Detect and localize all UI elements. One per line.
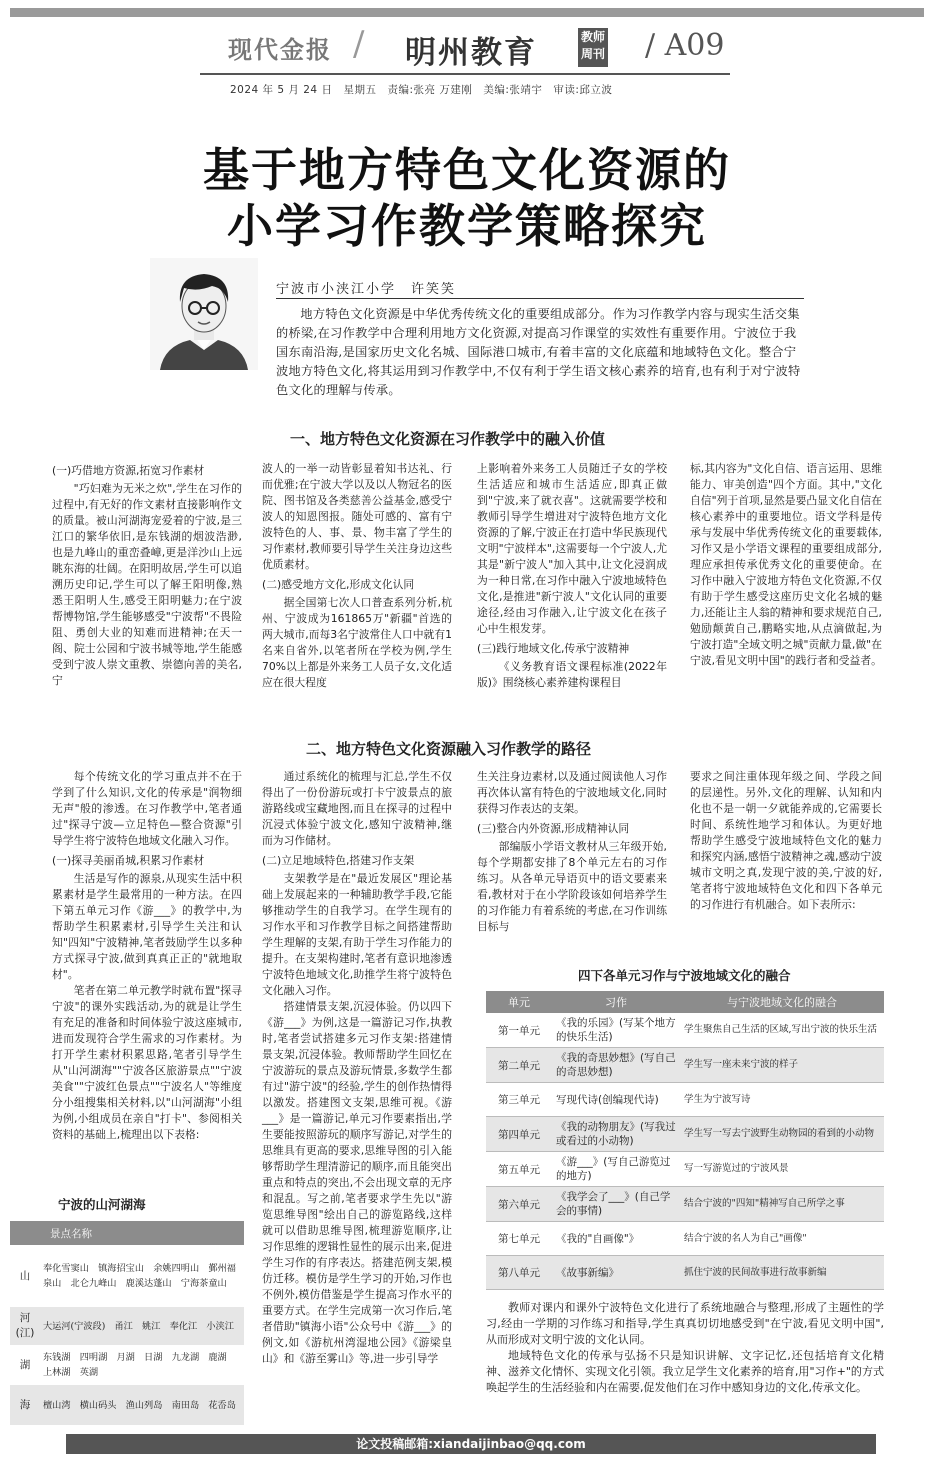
s2-column-2 bbox=[262, 769, 452, 1367]
s2-paragraph: 笔者在第二单元教学时就布置"探寻宁波"的课外实践活动,为的就是让学生有充足的准备和时间体验宁波这座城市,进而发现符合学生需求的习作素材。为打开学生素材积累思路,笔者引导学生从"山河湖海""宁波各区旅游景点""宁波美食""宁波红色景点""宁波名人"等维度分小组搜集相关材料,以"山河湖海"小组为例,小组成员在亲自"打卡"、参阅相关资料的基础上,梳理出以下表格: bbox=[52, 984, 242, 1141]
fusion-cell: 学生为宁波写诗 bbox=[680, 1083, 884, 1117]
table-row bbox=[486, 1013, 884, 1048]
s2-paragraph: 生关注身边素材,以及通过阅读他人习作再次体认富有特色的宁波地域文化,同时获得习作表达的支架。 bbox=[477, 770, 667, 815]
s2-subhead-3: (三)整合内外资源,形成精神认同 bbox=[477, 822, 630, 835]
s2-column-3 bbox=[477, 769, 667, 935]
s2-column-4 bbox=[690, 769, 882, 913]
paper-name: 现代金报 bbox=[228, 35, 332, 64]
closing-paragraph: 教师对课内和课外宁波特色文化进行了系统地融合与整理,形成了主题性的学习,经由一学期的习作练习和指导,学生真真切切地感受到"在宁波,看见文明中国",从而形成对文明宁波的文化认同。 bbox=[486, 1301, 884, 1346]
fusion-cell: 结合宁波的名人为自己"画像" bbox=[680, 1222, 884, 1256]
writing-cell: 《游___》(写自己游览过的地方) bbox=[552, 1152, 680, 1187]
section1-title: 一、地方特色文化资源在习作教学中的融入价值 bbox=[290, 430, 606, 448]
byline-rule bbox=[276, 298, 804, 299]
fusion-cell: 学生聚焦自己生活的区域,写出宁波的快乐生活 bbox=[680, 1013, 884, 1048]
closing-paragraph: 地域特色文化的传承与弘扬不只是知识讲解、文字记忆,还包括培育文化精神、滋养文化情怀、实现文化引领。我立足学生文化素养的培育,用"习作+"的方式唤起学生的生活经验和内在需要,促发他们在习作中感知身边的文化,传承文化。 bbox=[486, 1349, 884, 1394]
abstract: 地方特色文化资源是中华优秀传统文化的重要组成部分。作为习作教学内容与现实生活交集的桥梁,在习作教学中合理利用地方文化资源,对提高习作课堂的实效性有重要作用。宁波位于我国东南沿海,是国家历史文化名城、国际港口城市,有着丰富的文化底蕴和地域特色文化。整合宁波地方特色文化,将其运用到习作教学中,不仅有利于学生语文核心素养的培育,也有利于对宁波特色文化的理解与传承。 bbox=[276, 307, 801, 397]
table-row bbox=[10, 1245, 244, 1307]
table-row bbox=[486, 1222, 884, 1256]
article-title-line2: 小学习作教学策略探究 bbox=[227, 199, 707, 253]
unit-cell: 第五单元 bbox=[486, 1152, 552, 1187]
writing-cell: 《我的"自画像"》 bbox=[552, 1222, 680, 1256]
places-cell: 奉化雪窦山 镇海招宝山 余姚四明山 鄞州福泉山 北仑九峰山 鹿溪达蓬山 宁海茶童山 bbox=[43, 1263, 236, 1289]
unit-cell: 第二单元 bbox=[486, 1048, 552, 1083]
table-row bbox=[486, 1117, 884, 1152]
category-cell: 海 bbox=[10, 1385, 40, 1425]
submission-email-bar: 论文投稿邮箱:xiandaijinbao@qq.com bbox=[66, 1434, 876, 1454]
category-cell: 河(江) bbox=[10, 1307, 40, 1345]
s2-column-1 bbox=[52, 769, 242, 1143]
s1-paragraph: 据全国第七次人口普查系列分析,杭州、宁波成为161865万"新疆"首选的两大城市,而每3名宁波常住人口中就有1名来自省外,以笔者所在学校为例,学生70%以上都是外来务工人员子女,文化适应在很大程度 bbox=[262, 596, 452, 689]
article-title-line1: 基于地方特色文化资源的 bbox=[203, 143, 731, 197]
top-bar bbox=[10, 8, 924, 17]
s1-column-3 bbox=[477, 461, 667, 691]
table-row bbox=[10, 1385, 244, 1425]
s1-subhead-2: (二)感受地方文化,形成文化认同 bbox=[262, 578, 415, 591]
closing-text bbox=[486, 1300, 884, 1396]
section2-title: 二、地方特色文化资源融入习作教学的路径 bbox=[306, 740, 592, 758]
unit-table-header: 与宁波地域文化的融合 bbox=[680, 991, 884, 1013]
unit-cell: 第八单元 bbox=[486, 1256, 552, 1290]
s1-paragraph: 《义务教育语文课程标准(2022年版)》围绕核心素养建构课程目 bbox=[477, 660, 667, 689]
s2-paragraph: 部编版小学语文教材从三年级开始,每个学期都安排了8个单元左右的习作练习。从各单元导语页中的语文要素来看,教材对于在小学阶段该如何培养学生的习作能力有着系统的考虑,在习作训练目标与 bbox=[477, 840, 667, 933]
fusion-cell: 抓住宁波的民间故事进行故事新编 bbox=[680, 1256, 884, 1290]
author-byline: 宁波市小浃江小学 许笑笑 bbox=[276, 282, 457, 297]
header-rule bbox=[200, 73, 730, 75]
table-row bbox=[486, 1256, 884, 1290]
edition-name: 明州教育 bbox=[405, 35, 537, 71]
s2-paragraph: 支架教学是在"最近发展区"理论基础上发展起来的一种辅助教学手段,它能够推动学生的自我学习。在学生现有的习作水平和习作教学目标之间搭建帮助学生理解的支架,有助于学生习作能力的提升。在支架构建时,笔者有意识地渗透宁波特色地域文化,助推学生将宁波特色文化融入习作。 bbox=[262, 872, 452, 997]
table-row bbox=[10, 1345, 244, 1385]
author-portrait bbox=[150, 258, 258, 370]
writing-cell: 《我的乐园》(写某个地方的快乐生活) bbox=[552, 1013, 680, 1048]
unit-table-title: 四下各单元习作与宁波地域文化的融合 bbox=[578, 968, 791, 983]
fusion-cell: 学生写一写去宁波野生动物园的看到的小动物 bbox=[680, 1117, 884, 1152]
writing-cell: 《我的奇思妙想》(写自己的奇思妙想) bbox=[552, 1048, 680, 1083]
unit-cell: 第一单元 bbox=[486, 1013, 552, 1048]
s2-subhead-2: (二)立足地域特色,搭建习作支架 bbox=[262, 854, 415, 867]
page-number: / A09 bbox=[645, 28, 725, 63]
unit-cell: 第七单元 bbox=[486, 1222, 552, 1256]
s2-paragraph: 要求之间注重体现年级之间、学段之间的层递性。另外,文化的理解、认知和内化也不是一朝一夕就能养成的,它需要长时间、系统性地学习和体认。为更好地帮助学生感受宁波地域特色文化的魅力和探究内涵,感悟宁波精神之魂,感动宁波城市文明之真,发现宁波的美,宁波的好,笔者将宁波地域特色文化和四下各单元的习作进行有机融合。如下表所示: bbox=[690, 770, 882, 911]
places-cell: 大运河(宁波段) 甬江 姚江 奉化江 小浃江 bbox=[40, 1307, 244, 1345]
places-cell: 东钱湖 四明湖 月湖 日湖 九龙湖 鹿湖 上林湖 英湖 bbox=[43, 1352, 236, 1378]
places-cell: 檀山湾 横山码头 渔山列岛 南田岛 花岙岛 bbox=[40, 1385, 244, 1425]
header-separator: / bbox=[353, 24, 365, 64]
s2-subhead-1: (一)探寻美丽甬城,积累习作素材 bbox=[52, 854, 205, 867]
writing-cell: 写现代诗(创编现代诗) bbox=[552, 1083, 680, 1117]
s1-subhead-3: (三)践行地域文化,传承宁波精神 bbox=[477, 642, 630, 655]
s1-column-4 bbox=[690, 461, 882, 669]
unit-table bbox=[486, 991, 884, 1290]
s2-paragraph: 搭建情景支架,沉浸体验。仍以四下《游___》为例,这是一篇游记习作,执教时,笔者尝试搭建多元习作支架:搭建情景支架,沉浸体验。教师帮助学生回忆在宁波游玩的景点及游玩情景,多数学生都有过"游宁波"的经验,学生的创作热情得以激发。搭建图文支架,思维可视。《游___》是一篇游记,单元习作要素指出,学生要能按照游玩的顺序写游记,对学生的思维具有更高的要求,思维导图的引入能够帮助学生理清游记的顺序,而且能突出重点和特点的突出,不会出现文章的无序和混乱。写之前,笔者要求学生先以"游览思维导图"绘出自己的游览路线,这样就可以借助思维导图,梳理游览顺序,让习作思维的逻辑性显性的展示出来,促进学生习作的有序表达。搭建范例支架,模仿迁移。模仿是学生学习的开始,习作也不例外,模仿借鉴是学生提高习作水平的重要方式。在学生完成第一次习作后,笔者借助"镇海小语"公众号中《游___》的例文,如《游杭州湾湿地公园》《游梁皇山》和《游至雾山》等,进一步引导学 bbox=[262, 1000, 452, 1365]
unit-cell: 第六单元 bbox=[486, 1187, 552, 1222]
s1-column-2 bbox=[262, 461, 452, 691]
writing-cell: 《我学会了___》(自己学会的事情) bbox=[552, 1187, 680, 1222]
s1-subhead-1: (一)巧借地方资源,拓宽习作素材 bbox=[52, 464, 205, 477]
category-cell: 山 bbox=[19, 1269, 31, 1282]
writing-cell: 《我的动物朋友》(写我过或看过的小动物) bbox=[552, 1117, 680, 1152]
table-row bbox=[486, 1083, 884, 1117]
writing-cell: 《故事新编》 bbox=[552, 1256, 680, 1290]
s1-paragraph: 波人的一举一动皆彰显着知书达礼、行而优雅;在宁波大学以及以人物冠名的医院、图书馆及各类慈善公益基金,感受宁波人的知恩图报。随处可感的、富有宁波特色的人、事、景、物丰富了学生的习作素材,教师要引导学生关注身边这些优质素材。 bbox=[262, 462, 452, 571]
table-row bbox=[486, 1152, 884, 1187]
table-row bbox=[486, 1048, 884, 1083]
scenic-table bbox=[10, 1221, 244, 1425]
table-row bbox=[486, 1187, 884, 1222]
s1-paragraph: "巧妇难为无米之炊",学生在习作的过程中,有无好的作文素材直接影响作文的质量。被山河湖海宠爱着的宁波,是三江口的繁华依旧,是东钱湖的烟波浩渺,也是九峰山的重峦叠嶂,更是洋沙山上远眺东海的壮阔。在阳明故居,学生可以追溯历史印记,学生可以了解王阳明像,熟悉王阳明人生,感受王阳明魅力;在宁波帮博物馆,学生能够感受"宁波帮"不畏险阻、勇创大业的知难而进精神;在天一阁、院士公园和宁波书城等地,学生能感受到宁波人崇文重教、崇德向善的美名,宁 bbox=[52, 482, 242, 687]
fusion-cell: 学生写一座未来宁波的样子 bbox=[680, 1048, 884, 1083]
scenic-table-header: 景点名称 bbox=[10, 1221, 244, 1245]
s1-paragraph: 标,其内容为"文化自信、语言运用、思维能力、审美创造"四个方面。其中,"文化自信"列于首项,显然是要凸显文化自信在核心素养中的重要地位。语文学科是传承与发展中华优秀传统文化的重要载体,习作又是小学语文课程的重要组成部分,理应承担传承优秀文化的重要使命。在习作中融入宁波地方特色文化资源,不仅有助于学生感受这座历史文化名城的魅力,还能让主人翁的精神和要求规范自己,勉励颠黄自己,鹏略实地,从点滴做起,为宁波打造"全域文明之城"贡献力量,做"在宁波,看见文明中国"的践行者和受益者。 bbox=[690, 462, 882, 667]
unit-table-header: 单元 bbox=[486, 991, 552, 1013]
s2-paragraph: 生活是写作的源泉,从现实生活中积累素材是学生最常用的一种方法。在四下第五单元习作《游___》的教学中,为帮助学生积累素材,引导学生关注和认知"四知"宁波精神,笔者鼓励学生以多种方式探寻宁波,做到真真正正的"就地取材"。 bbox=[52, 872, 242, 981]
unit-cell: 第三单元 bbox=[486, 1083, 552, 1117]
table-row bbox=[10, 1307, 244, 1345]
s2-paragraph: 通过系统化的梳理与汇总,学生不仅得出了一份份游玩或打卡宁波景点的旅游路线或宝藏地图,而且在探寻的过程中沉浸式体验宁波文化,感知宁波精神,继而为习作储材。 bbox=[262, 770, 452, 847]
fusion-cell: 写一写游览过的宁波风景 bbox=[680, 1152, 884, 1187]
s2-paragraph: 每个传统文化的学习重点并不在于学到了什么知识,文化的传承是"润物细无声"般的渗透。在习作教学中,笔者通过"探寻宁波—立足特色—整合资源"引导学生将宁波特色地域文化融入习作。 bbox=[52, 770, 242, 847]
fusion-cell: 结合宁波的"四知"精神写自己所学之事 bbox=[680, 1187, 884, 1222]
unit-table-header: 习作 bbox=[552, 991, 680, 1013]
s1-paragraph: 上影响着外来务工人员随迁子女的学校生活适应和城市生活适应,即真正做到"宁波,来了就衣喜"。这就需要学校和教师引导学生增进对宁波特色地方文化资源的了解,宁波正在打造中华民族现代文明"宁波样本",这需要每一个宁波人,尤其是"新宁波人"加入其中,让文化浸润成为一种日常,在习作中融入宁波地域特色文化,是推进"新宁波人"文化认同的重要途径,经由习作融入,让宁波文化在孩子心中生根发芽。 bbox=[477, 462, 667, 635]
issue-meta: 2024 年 5 月 24 日 星期五 责编:张亮 万建刚 美编:张靖宇 审读:邱立波 bbox=[230, 84, 613, 96]
weekly-badge: 教师周刊 bbox=[578, 28, 608, 67]
unit-cell: 第四单元 bbox=[486, 1117, 552, 1152]
category-cell: 湖 bbox=[19, 1358, 31, 1371]
scenic-table-title: 宁波的山河湖海 bbox=[58, 1197, 146, 1212]
s1-column-1 bbox=[52, 461, 242, 689]
